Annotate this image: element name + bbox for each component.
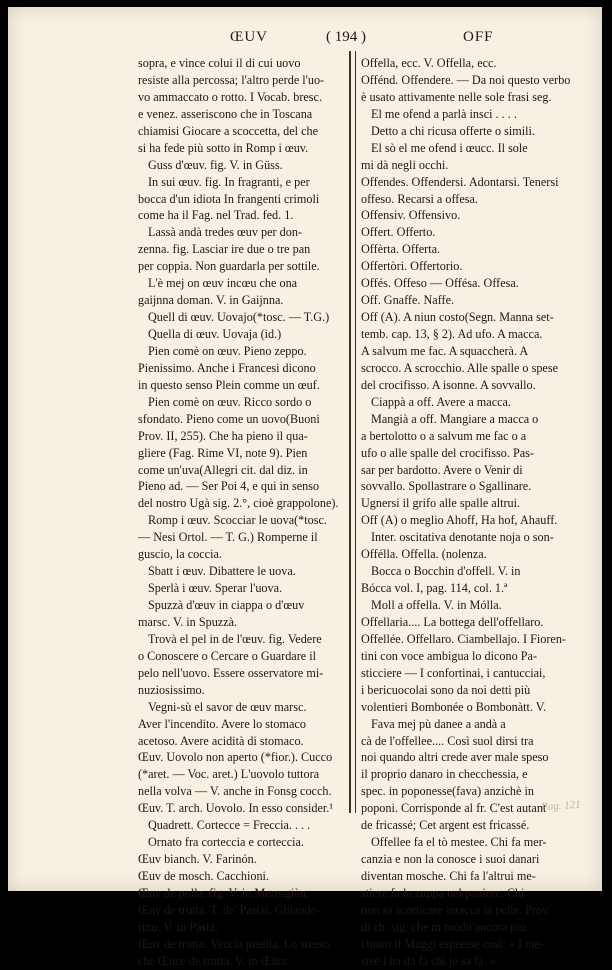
text-line: pelo nell'uovo. Essere osservatore mi-	[138, 665, 324, 680]
text-line: in questo senso Plein comme un œuf.	[138, 377, 320, 392]
text-line: Inter. oscitativa denotante noja o son-	[371, 530, 554, 545]
text-line: noi quando altri crede aver male speso	[361, 750, 549, 765]
text-line: Offellaria.... La bottega dell'offellaro.	[361, 614, 544, 629]
text-line: sfondato. Pieno come un uovo(Buoni	[138, 411, 320, 426]
text-line: Pien comè on œuv. Pieno zeppo.	[148, 343, 307, 358]
text-line: Moll a offella. V. in Mólla.	[371, 598, 502, 612]
text-line: chiaro il Maggi espresse così: « I me-	[361, 936, 545, 951]
text-line: Quell di œuv. Uovajo(*tosc. — T.G.)	[148, 310, 330, 325]
text-line: Romp i œuv. Scocciar le uova(*tosc.	[148, 513, 327, 528]
text-line: Œuv de trutta. T. de' Pastai. Ghiande-	[138, 902, 321, 917]
text-line: sopra, e vince colui il di cui uovo	[138, 56, 301, 70]
text-line: poponi. Corrisponde al fr. C'est autant	[361, 801, 547, 816]
text-line: tini con voce ambigua lo dicono Pa-	[361, 648, 537, 663]
text-line: Œuv. T. arch. Uovolo. In esso consider.¹	[138, 801, 334, 816]
text-line: de fricassé; Cet argent est fricassé.	[361, 818, 530, 833]
text-line: ufo o alle spalle del crocifisso. Pas-	[361, 445, 534, 460]
text-line: Offellée. Offellaro. Ciambellajo. I Fioren-	[361, 631, 566, 646]
text-line: In sui œuv. fig. In fragranti, e per	[148, 174, 310, 189]
header-right-entry: OFF	[463, 29, 494, 45]
text-line: Offélla. Offella. (nolenza.	[361, 547, 487, 562]
text-line: zenna. fig. Lasciar ire due o tre pan	[138, 242, 311, 257]
text-line: Prov. II, 255). Che ha pieno il qua-	[138, 428, 308, 443]
text-line: Quadrett. Cortecce = Freccia. . . .	[148, 818, 311, 833]
text-line: El me ofend a parlà insci . . . .	[371, 106, 517, 121]
text-line: canzia e non la conosce i suoi danari	[361, 852, 540, 867]
text-line: Offensiv. Offensivo.	[361, 208, 461, 223]
text-line: vo ammaccato o rotto. I Vocab. bresc.	[138, 89, 322, 104]
text-line: marsc. V. in Spuzzà.	[138, 614, 238, 629]
text-line: Sperlà i œuv. Sperar l'uova.	[148, 581, 283, 596]
text-line: bocca d'un idiota In frangenti crimoli	[138, 191, 320, 206]
text-line: di ch. sig. che in modo ancora più	[361, 919, 526, 934]
text-line: come un'uva(Allegri cit. dal diz. in	[138, 462, 308, 477]
text-line: è usato attivamente nelle sole frasi seg.	[361, 89, 552, 104]
text-line: spec. in poponesse(fava) anzichè in	[361, 784, 534, 799]
text-line: temb. cap. 13, § 2). Ad ufo. A macca.	[361, 327, 543, 341]
text-line: Offénd. Offendere. — Da noi questo verbo	[361, 72, 571, 87]
column-divider-inner	[355, 51, 356, 813]
text-line: stiere fa la zuppa nel paniere. Chi	[361, 885, 525, 900]
text-line: Sbatt i œuv. Dibattere le uova.	[148, 564, 296, 579]
text-line: come ha il Fag. nel Trad. fed. 1.	[138, 208, 294, 223]
text-line: rino. V. in Pàsta.	[138, 919, 219, 934]
pencil-annotation: Pag. 121	[540, 798, 582, 814]
text-line: resiste alla percossa; l'altro perde l'uo-	[138, 72, 325, 87]
column-divider	[349, 51, 351, 813]
text-line: a bertolotto o a salvum me fac o a	[361, 428, 527, 443]
text-line: Aver l'incendito. Avere lo stomaco	[138, 716, 306, 731]
text-line: Œuv bianch. V. Farinón.	[138, 852, 257, 867]
text-line: stee i ha da fà chi je sa fà. »	[361, 953, 496, 968]
text-line: Detto a chi ricusa offerte o simili.	[371, 123, 535, 138]
text-line: L'è mej on œuv incœu che ona	[148, 276, 298, 291]
text-line: il proprio danaro in checchessia, e	[361, 767, 528, 782]
text-line: gliere (Fag. Rime VI, note 9). Pien	[138, 445, 308, 460]
text-line: Off. Gnaffe. Naffe.	[361, 293, 455, 308]
text-line: non sa scorticare intacca la pelle. Prov.	[361, 902, 551, 917]
text-line: Offés. Offeso — Offésa. Offesa.	[361, 276, 519, 291]
text-line: — Nesi Ortol. — T. G.) Romperne il	[138, 530, 318, 545]
text-line: Offellee fa el tò mestee. Chi fa mer-	[371, 835, 547, 850]
text-line: Lassà andà tredes œuv per don-	[148, 225, 302, 240]
text-line: guscio, la coccia.	[138, 547, 222, 562]
text-line: acetoso. Avere acidità di stomaco.	[138, 733, 304, 748]
text-line: offeso. Recarsi a offesa.	[361, 191, 478, 206]
text-line: sovvallo. Spollastrare o Sgallinare.	[361, 479, 532, 494]
text-line: Œuv de mosch. Cacchioni.	[138, 869, 269, 883]
running-header	[8, 29, 602, 51]
text-line: Spuzzà d'œuv in ciappa o d'œuv	[148, 598, 305, 612]
text-line: A salvum me fac. A squaccherà. A	[361, 343, 529, 358]
text-line: El sò el me ofend i œucc. Il sole	[371, 140, 528, 155]
text-line: per coppia. Non guardarla per sottile.	[138, 259, 320, 274]
text-line: Off (A). A niun costo(Segn. Manna set-	[361, 310, 554, 325]
text-line: diventan mosche. Chi fa l'altrui me-	[361, 869, 536, 883]
text-line: Œuv de trutta. Veccia pisella. Lo stesso	[138, 936, 330, 951]
text-line: Offert. Offerto.	[361, 225, 436, 240]
text-line: gaijnna doman. V. in Gaijnna.	[138, 293, 284, 308]
text-line: Bócca vol. I, pag. 114, col. 1.ª	[361, 581, 508, 596]
text-line: cà de l'offellee.... Così suol dirsi tra	[361, 733, 534, 748]
text-line: sticciere — I confortinai, i cantucciai,	[361, 665, 546, 680]
text-line: si ha fede più sotto in Romp i œuv.	[138, 140, 309, 155]
page-number: ( 194 )	[326, 29, 366, 45]
text-line: Pieno ad. — Ser Poi 4, e qui in senso	[138, 479, 320, 494]
text-line: Guss d'œuv. fig. V. in Güss.	[148, 157, 283, 172]
text-line: scrocco. A scrocchio. Alle spalle o spese	[361, 360, 558, 375]
text-line: Mangià a off. Mangiare a macca o	[371, 411, 539, 426]
text-line: mi dà negli occhi.	[361, 157, 449, 172]
text-line: volentieri Bombonée o Bombonàtt. V.	[361, 699, 547, 714]
text-line: Trovà el pel in de l'œuv. fig. Vedere	[148, 631, 322, 646]
text-line: Fava mej pù danee a andà a	[371, 716, 506, 731]
text-line: Offendes. Offendersi. Adontarsi. Tenersi	[361, 174, 559, 189]
text-line: Off (A) o meglio Ahoff, Ha hof, Ahauff.	[361, 513, 558, 528]
text-line: nella volva — V. anche in Fonsg cocch.	[138, 784, 332, 799]
text-line: e venez. asseriscono che in Toscana	[138, 106, 313, 121]
header-left-entry: ŒUV	[230, 29, 269, 45]
text-line: chiamisi Giocare a scoccetta, del che	[138, 123, 319, 138]
text-line: Ugnersi il grifo alle spalle altrui.	[361, 496, 521, 511]
text-line: Ornato fra corteccia e corteccia.	[148, 835, 304, 850]
text-line: o Conoscere o Cercare o Guardare il	[138, 648, 316, 663]
text-line: Offèrta. Offerta.	[361, 242, 441, 257]
text-line: Offertòri. Offertorio.	[361, 259, 463, 274]
left-column	[138, 55, 346, 970]
text-line: Quella di œuv. Uovaja (id.)	[148, 327, 282, 341]
text-line: Ciappà a off. Avere a macca.	[371, 394, 511, 409]
text-line: del crocifisso. A isonne. A sovvallo.	[361, 377, 536, 392]
text-line: Œuv de polla. fig. V. in Meresgiàn.	[138, 885, 309, 900]
text-line: Offella, ecc. V. Offella, ecc.	[361, 56, 497, 70]
text-line: Pienissimo. Anche i Francesi dicono	[138, 360, 316, 375]
text-line: sar per bardotto. Avere o Venir di	[361, 462, 523, 477]
text-line: (*aret. — Voc. aret.) L'uovolo tuttora	[138, 767, 320, 782]
dictionary-page	[8, 7, 602, 968]
text-line: Œuv. Uovolo non aperto (*fior.). Cucco	[138, 750, 333, 765]
text-line: che Œuce de trutta. V. in Œücc.	[138, 953, 292, 968]
text-line: del nostro Ugà sig. 2.°, cioè grappolone).	[138, 496, 339, 511]
text-line: nuziosissimo.	[138, 682, 205, 697]
text-line: Vegni-sù el savor de œuv marsc.	[148, 699, 307, 714]
text-line: Bocca o Bocchin d'offell. V. in	[371, 564, 521, 579]
text-line: Pien comè on œuv. Ricco sordo o	[148, 394, 312, 409]
text-line: i bericuocolai sono da noi detti più	[361, 682, 531, 697]
right-column	[361, 55, 576, 970]
